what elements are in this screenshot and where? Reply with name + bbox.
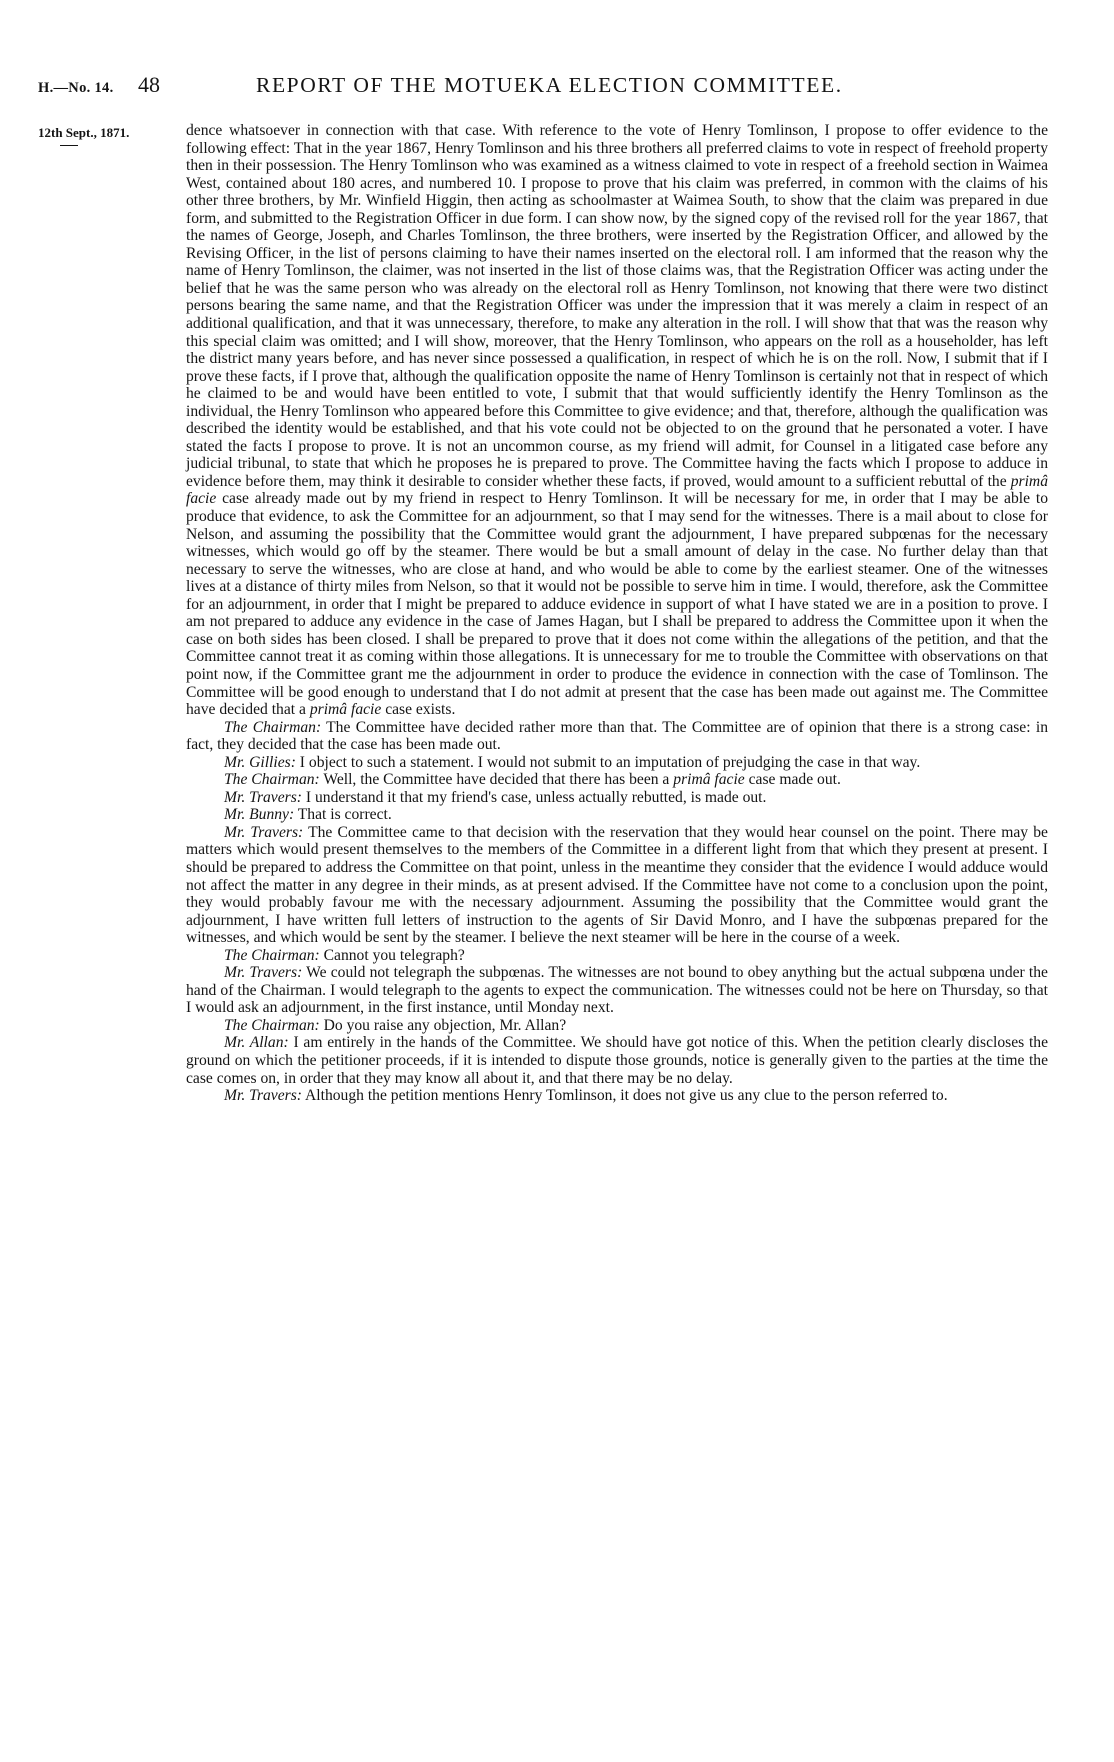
speaker-name: The Chairman: <box>224 771 320 789</box>
paragraph <box>186 1034 1048 1087</box>
paragraph <box>186 771 1048 789</box>
speaker-name: Mr. Travers: <box>224 1087 302 1105</box>
paragraph <box>186 789 1048 807</box>
paragraph <box>186 947 1048 965</box>
speaker-name: The Chairman: <box>224 946 320 964</box>
italic-phrase: primâ facie <box>309 701 382 719</box>
paragraph-text: We could not telegraph the subpœnas. The witnesses are not bound to obey anything but the actual subpœna under the hand of the Chairman. I would telegraph to the agents to expect the communication. The witnesses could not be here on Thursday, so that I would ask an adjournment, in the first instance, until Monday next. <box>186 964 1048 1017</box>
paragraph-text: dence whatsoever in connection with that case. With reference to the vote of Henry Tomlinson, I propose to offer evidence to the following effect: That in the year 1867, Henry Tomlinson and his three brothers all preferred claims to vote in respect of freehold property then in their possession. The Henry Tomlinson who was examined as a witness claimed to vote in respect of a freehold section in Waimea West, contained about 180 acres, and numbered 10. I propose to prove that his claim was preferred, in common with the claims of his other three brothers, by Mr. Winfield Higgin, then acting as schoolmaster at Waimea South, to show that the claim was prepared in due form, and submitted to the Registration Officer in due form. I can show now, by the signed copy of the revised roll for the year 1867, that the names of George, Joseph, and Charles Tomlinson, the three brothers, were inserted by the Registration Officer, and allowed by the Revising Officer, in the list of persons claiming to have their names inserted on the electoral roll. I am informed that the reason why the name of Henry Tomlinson, the claimer, was not inserted in the list of those claims was, that the Registration Officer was acting under the belief that he was the same person who was already on the electoral roll as Henry Tomlinson, not knowing that there were two distinct persons bearing the same name, and that the Registration Officer was under the impression that it was merely a claim in respect of an additional qualification, and that it was unnecessary, therefore, to make any alteration in the roll. I will show that that was the reason why this special claim was omitted; and I will show, moreover, that the Henry Tomlinson, who appears on the roll as a householder, has left the district many years before, and has never since possessed a qualification, in respect of which he is on the roll. Now, I submit that if I prove these facts, if I prove that, although the qualification opposite the name of Henry Tomlinson is certainly not that in respect of which he claimed to be and would have been entitled to vote, I submit that that would sufficiently identify the Henry Tomlinson as the individual, the Henry Tomlinson who appeared before this Committee to give evidence; and that, therefore, although the qualification was described the identity would be established, and that his vote could not be objected to on the ground that he personated a voter. I have stated the facts I propose to prove. It is not an uncommon course, as my friend will admit, for Counsel in a litigated case before any judicial tribunal, to state that which he proposes he is prepared to prove. The Committee having the facts which I propose to adduce in evidence before them, may think it desirable to consider whether these facts, if proved, would amount to a sufficient rebuttal of the <box>186 122 1048 490</box>
paragraph-text: Although the petition mentions Henry Tomlinson, it does not give us any clue to the person referred to. <box>301 1087 948 1105</box>
speaker-name: Mr. Travers: <box>224 823 304 841</box>
page-title: REPORT OF THE MOTUEKA ELECTION COMMITTEE. <box>256 73 843 97</box>
paragraph-text: case exists. <box>381 701 456 719</box>
paragraph-text: The Committee came to that decision with the reservation that they would hear counsel on the point. There may be matters which would present themselves to the members of the Committee in a different light from that which they present at present. I should be prepared to address the Committee on that point, unless in the meantime they consider that the evidence I would adduce would not affect the matter in any degree in their minds, as at present advised. If the Committee have not come to a conclusion upon the point, they would probably favour me with the necessary adjournment. Assuming the possibility that the Committee would grant the adjournment, I have written full letters of instruction to the agents of Sir David Monro, and I have the subpœnas prepared for the witnesses, and which would be sent by the steamer. I believe the next steamer will be here in the course of a week. <box>186 823 1048 947</box>
speaker-name: The Chairman: <box>224 718 322 736</box>
speaker-name: Mr. Allan: <box>224 1034 289 1052</box>
page-header <box>38 72 1058 102</box>
paragraph-text: Cannot you telegraph? <box>319 946 465 964</box>
speaker-name: Mr. Gillies: <box>224 753 296 771</box>
speaker-name: Mr. Travers: <box>224 788 302 806</box>
paragraph-text: The Committee have decided rather more than that. The Committee are of opinion that there is a strong case: in fact, they decided that the case has been made out. <box>186 718 1048 754</box>
paragraph <box>186 1087 1048 1105</box>
paragraph-text: Well, the Committee have decided that there has been a <box>319 771 674 789</box>
speaker-name: The Chairman: <box>224 1016 320 1034</box>
paragraph-text: That is correct. <box>294 806 392 824</box>
paragraph-text: I understand it that my friend's case, unless actually rebutted, is made out. <box>301 788 767 806</box>
italic-phrase: primâ facie <box>673 771 745 789</box>
paragraph <box>186 754 1048 772</box>
paragraph-text: Do you raise any objection, Mr. Allan? <box>319 1016 567 1034</box>
paragraph <box>186 824 1048 947</box>
italic-phrase: primâ facie <box>186 472 1048 508</box>
paragraph-text: case already made out by my friend in respect to Henry Tomlinson. It will be necessary for me, in order that I may be able to produce that evidence, to ask the Committee for an adjournment, so that I may send for the witnesses. There is a mail about to close for Nelson, and assuming the possibility that the Committee would grant the adjournment, I have prepared subpœnas for the necessary witnesses, which would go off by the steamer. There would be but a small amount of delay in the case. No further delay than that necessary to serve the witnesses, who are close at hand, and who would be able to come by the earliest steamer. One of the witnesses lives at a distance of thirty miles from Nelson, so that it would not be possible to serve him in time. I would, therefore, ask the Committee for an adjournment, in order that I might be prepared to adduce evidence in support of what I have stated we are in a position to prove. I am not prepared to adduce any evidence in the case of James Hagan, but I shall be prepared to address the Committee upon it when the case on both sides has been closed. I shall be prepared to prove that it does not come within the allegations of the petition, and that the Committee cannot treat it as coming within those allegations. It is unnecessary for me to trouble the Committee with observations on that point now, if the Committee grant me the adjournment in order to produce the evidence in connection with the case of Tomlinson. The Committee will be good enough to understand that I do not admit at present that the case has been made out against me. The Committee have decided that a <box>186 490 1048 719</box>
paper-reference: H.—No. 14. <box>38 80 114 96</box>
margin-date: 12th Sept., 1871. <box>38 125 130 140</box>
paragraph <box>186 806 1048 824</box>
paragraph-text: case made out. <box>744 771 841 789</box>
paragraph <box>186 122 1048 719</box>
paragraph <box>186 719 1048 754</box>
page-number: 48 <box>138 72 160 97</box>
paragraph <box>186 964 1048 1017</box>
paragraph-text: I object to such a statement. I would not submit to an imputation of prejudging the case in that way. <box>295 753 921 771</box>
paragraph-text: I am entirely in the hands of the Committee. We should have got notice of this. When the petition clearly discloses the ground on which the petitioner proceeds, if it is intended to dispute those grounds, notice is generally given to the parties at the time the case comes on, in order that they may know all about it, and that there may be no delay. <box>186 1034 1048 1087</box>
speaker-name: Mr. Bunny: <box>224 806 295 824</box>
paragraph <box>186 1017 1048 1035</box>
speaker-name: Mr. Travers: <box>224 964 303 982</box>
margin-dash-rule <box>60 145 78 146</box>
body-text <box>186 122 1048 1105</box>
